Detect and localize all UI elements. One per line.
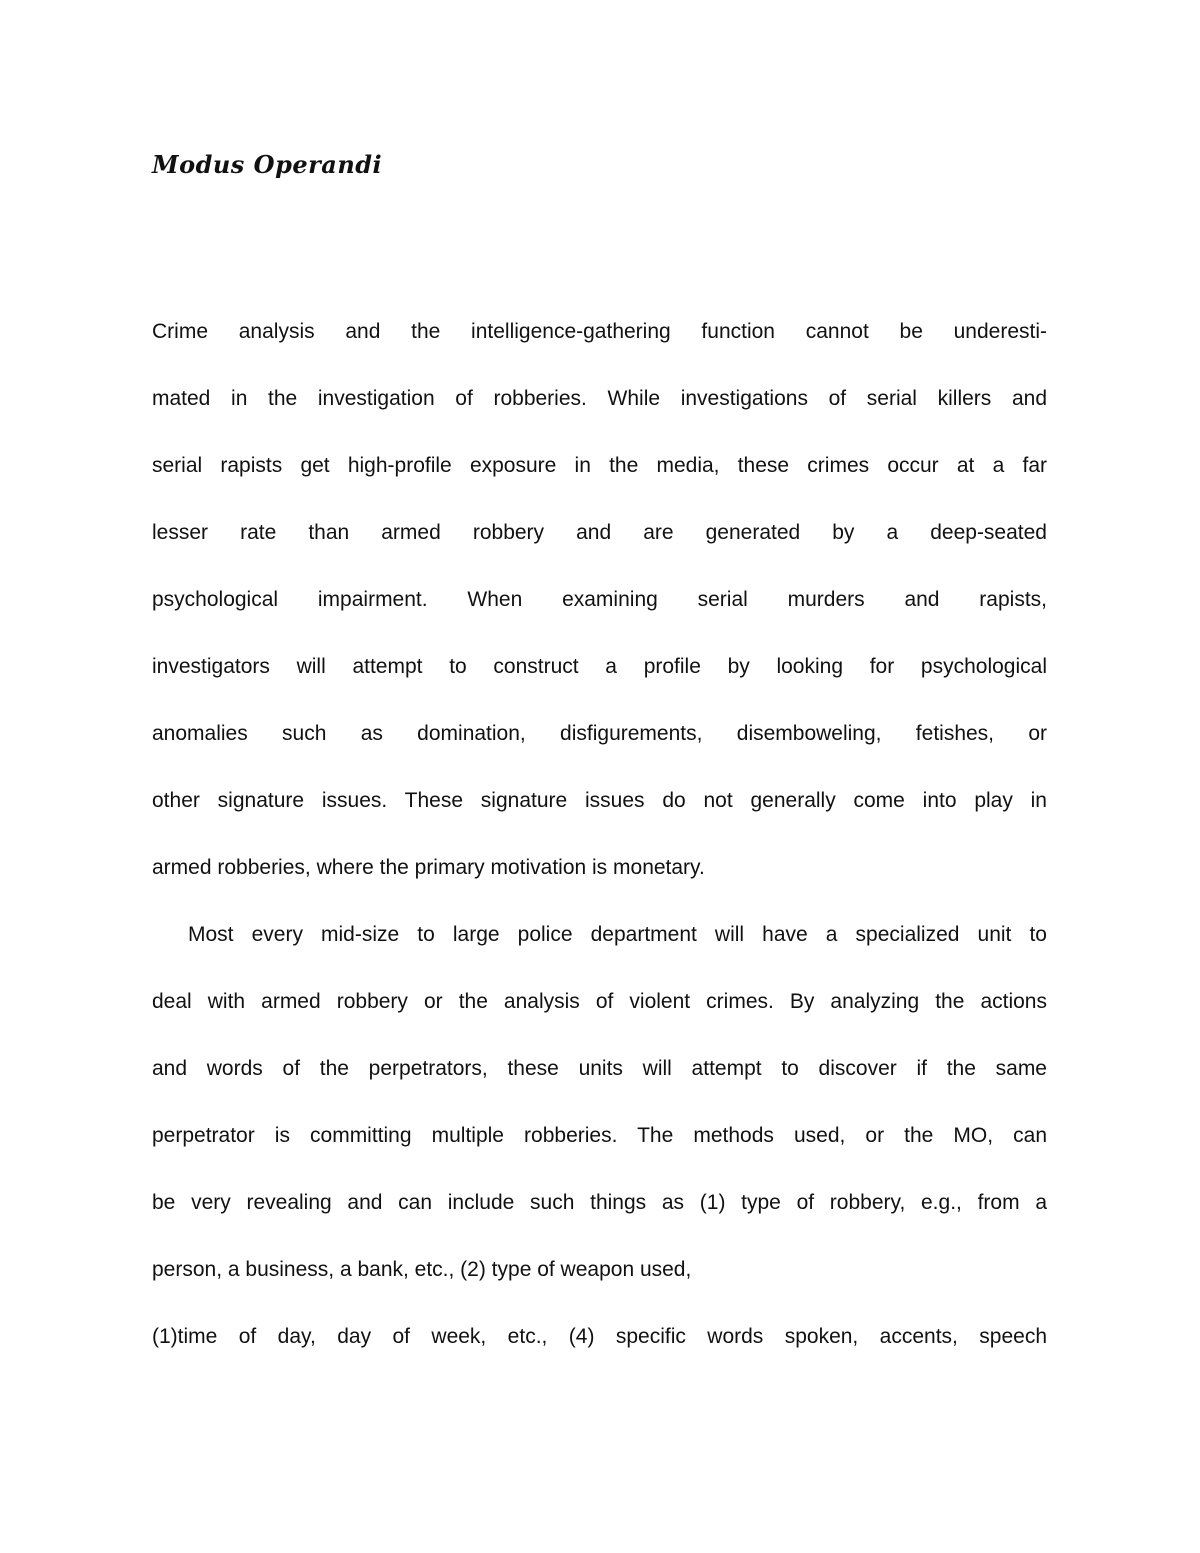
paragraph-line: Most every mid-size to large police department will have a specialized unit to (188, 923, 1047, 946)
paragraph-line: anomalies such as domination, disfigurements, disemboweling, fetishes, or (152, 722, 1047, 745)
paragraph-line: other signature issues. These signature issues do not generally come into play in (152, 789, 1047, 812)
paragraph-line: armed robberies, where the primary motivation is monetary. (152, 856, 705, 879)
paragraph-line: deal with armed robbery or the analysis of violent crimes. By analyzing the actions (152, 990, 1047, 1013)
paragraph-line: serial rapists get high-profile exposure in the media, these crimes occur at a far (152, 454, 1047, 477)
document-title: Modus Operandi (152, 150, 383, 179)
list-item-line: (1)time of day, day of week, etc., (4) specific words spoken, accents, speech (152, 1325, 1047, 1348)
paragraph-line: Crime analysis and the intelligence-gathering function cannot be underesti- (152, 320, 1047, 343)
paragraph-line: be very revealing and can include such things as (1) type of robbery, e.g., from a (152, 1191, 1047, 1214)
paragraph-line: lesser rate than armed robbery and are generated by a deep-seated (152, 521, 1047, 544)
paragraph-line: and words of the perpetrators, these units will attempt to discover if the same (152, 1057, 1047, 1080)
paragraph-line: investigators will attempt to construct a profile by looking for psychological (152, 655, 1047, 678)
paragraph-line: mated in the investigation of robberies. While investigations of serial killers and (152, 387, 1047, 410)
paragraph-line: psychological impairment. When examining serial murders and rapists, (152, 588, 1047, 611)
paragraph-line: perpetrator is committing multiple robberies. The methods used, or the MO, can (152, 1124, 1047, 1147)
paragraph-line: person, a business, a bank, etc., (2) type of weapon used, (152, 1258, 692, 1281)
